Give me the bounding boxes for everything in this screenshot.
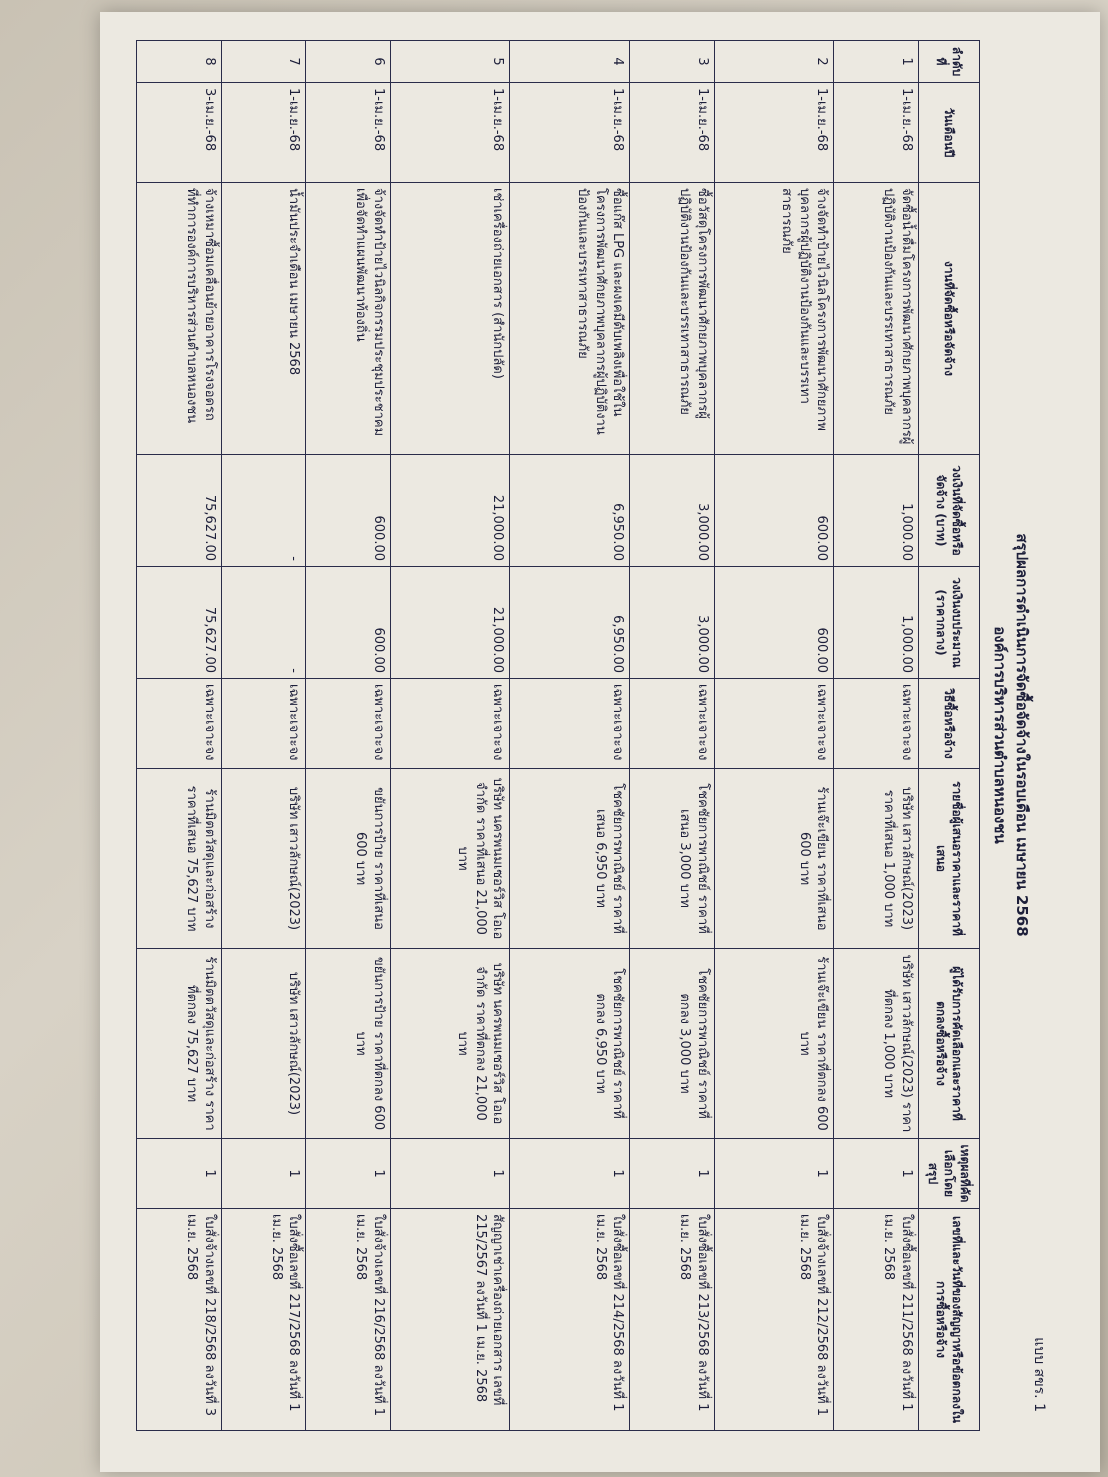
row-date: 1-เม.ย.-68 [221,83,306,183]
row-no: 6 [306,41,391,83]
row-date: 1-เม.ย.-68 [714,83,834,183]
row-work: น้ำมันประจำเดือน เมษายน 2568 [221,183,306,455]
row-contract: ใบสั่งซื้อเลขที่ 211/2568 ลงวันที่ 1 เม.ย. 2568 [834,1209,919,1431]
row-budget: 1,000.00 [834,567,919,679]
row-work: ซื้อแก๊ส LPG และผงเคมีดับเพลิงเพื่อใช้ในโครงการพัฒนาศักยภาพบุคลากรผู้ปฏิบัติงานป้องกันและบรรเทาสาธารณภัย [510,183,630,455]
row-reason: 1 [510,1139,630,1209]
header-work: งานที่จัดซื้อหรือจัดจ้าง [919,183,980,455]
row-no: 5 [390,41,510,83]
form-code: แบบ สขร. 1 [1031,1337,1047,1412]
row-budget: 600.00 [714,567,834,679]
table-body [137,41,919,1431]
table-row [510,41,630,1431]
row-work: จ้างจัดทำป้ายไวนิลกิจกรรมประชุมประชาคมเพื่อจัดทำแผนพัฒนาท้องถิ่น [306,183,391,455]
row-reason: 1 [390,1139,510,1209]
row-contract: สัญญาเช่าเครื่องถ่ายเอกสาร เลขที่ 215/2567 ลงวันที่ 1 เม.ย. 2568 [390,1209,510,1431]
table-row [137,41,222,1431]
rotated-document [122,40,1062,1430]
row-budget: 3,000.00 [630,567,715,679]
row-work: ซื้อวัสดุโครงการพัฒนาศักยภาพบุคลากรผู้ปฏิบัติงานป้องกันและบรรเทาสาธารณภัย [630,183,715,455]
header-budget: วงเงินงบประมาณ (ราคากลาง) [919,567,980,679]
row-method: เฉพาะเจาะจง [714,679,834,769]
row-budget: 600.00 [306,567,391,679]
row-work: เช่าเครื่องถ่ายเอกสาร (สำนักปลัด) [390,183,510,455]
row-reason: 1 [834,1139,919,1209]
row-reason: 1 [714,1139,834,1209]
row-amount: 3,000.00 [630,455,715,567]
row-contract: ใบสั่งซื้อเลขที่ 214/2568 ลงวันที่ 1 เม.ย. 2568 [510,1209,630,1431]
row-budget: 75,627.00 [137,567,222,679]
row-no: 2 [714,41,834,83]
row-contract: ใบสั่งซื้อเลขที่ 217/2568 ลงวันที่ 1 เม.ย. 2568 [221,1209,306,1431]
row-method: เฉพาะเจาะจง [306,679,391,769]
row-bidders: บริษัท เสาวลักษณ์(2023) [221,769,306,949]
header-reason: เหตุผลที่คัดเลือกโดยสรุป [919,1139,980,1209]
row-budget: 6,950.00 [510,567,630,679]
document-title: สรุปผลการดำเนินการจัดซื้อจัดจ้างในรอบเดือน เมษายน 2568 [1013,533,1031,937]
row-reason: 1 [306,1139,391,1209]
table-row [221,41,306,1431]
row-amount: 6,950.00 [510,455,630,567]
row-method: เฉพาะเจาะจง [510,679,630,769]
row-bidders: โชคชัยการพาณิชย์ ราคาที่เสนอ 6,950 บาท [510,769,630,949]
row-work: จัดซื้อน้ำดื่มโครงการพัฒนาศักยภาพบุคลากรผู้ปฏิบัติงานป้องกันและบรรเทาสาธารณภัย [834,183,919,455]
row-contract: ใบสั่งจ้างเลขที่ 216/2568 ลงวันที่ 1 เม.ย. 2568 [306,1209,391,1431]
row-reason: 1 [221,1139,306,1209]
row-date: 1-เม.ย.-68 [834,83,919,183]
row-amount: 1,000.00 [834,455,919,567]
document-subtitle: องค์การบริหารส่วนตำบลหนองชน [991,626,1009,844]
row-work: จ้างจัดทำป้ายไวนิลโครงการพัฒนาศักยภาพบุคลากรผู้ปฏิบัติงานป้องกันและบรรเทาสาธารณภัย [714,183,834,455]
row-winner: โชคชัยการพาณิชย์ ราคาที่ตกลง 3,000 บาท [630,949,715,1139]
row-winner: ขยันการป้าย ราคาที่ตกลง 600 บาท [306,949,391,1139]
row-winner: ร้านเจ๊ะเขียน ราคาที่ตกลง 600 บาท [714,949,834,1139]
row-no: 3 [630,41,715,83]
row-date: 1-เม.ย.-68 [510,83,630,183]
row-work: จ้างเหมาซื้อมเคลื่อนย้ายอาคารโรงจอดรถที่ทำการองค์การบริหารส่วนตำบลหนองชน [137,183,222,455]
row-amount: 600.00 [306,455,391,567]
table-row [714,41,834,1431]
row-bidders: บริษัท เสาวลักษณ์(2023) ราคาที่เสนอ 1,000 บาท [834,769,919,949]
row-date: 1-เม.ย.-68 [630,83,715,183]
header-contract: เลขที่และวันที่ของสัญญาหรือข้อตกลงในการซื้อหรือจ้าง [919,1209,980,1431]
row-date: 1-เม.ย.-68 [390,83,510,183]
row-bidders: โชคชัยการพาณิชย์ ราคาที่เสนอ 3,000 บาท [630,769,715,949]
row-bidders: บริษัท นครพนมเซอร์วิส โอเอจำกัด ราคาที่เสนอ 21,000 บาท [390,769,510,949]
row-method: เฉพาะเจาะจง [834,679,919,769]
table-row [306,41,391,1431]
row-winner: ร้านมิตตวัสดุและก่อสร้าง ราคาที่ตกลง 75,627 บาท [137,949,222,1139]
row-method: เฉพาะเจาะจง [630,679,715,769]
procurement-table [136,40,980,1431]
row-bidders: ร้านมิตตวัสดุและก่อสร้าง ราคาที่เสนอ 75,627 บาท [137,769,222,949]
row-contract: ใบสั่งซื้อเลขที่ 213/2568 ลงวันที่ 1 เม.ย. 2568 [630,1209,715,1431]
row-amount: 21,000.00 [390,455,510,567]
row-reason: 1 [630,1139,715,1209]
row-reason: 1 [137,1139,222,1209]
table-row [390,41,510,1431]
header-winner: ผู้ได้รับการคัดเลือกและราคาที่ตกลงซื้อหรือจ้าง [919,949,980,1139]
row-budget: - [221,567,306,679]
header-date: วันเดือนปี [919,83,980,183]
row-method: เฉพาะเจาะจง [390,679,510,769]
table-row [630,41,715,1431]
header-method: วิธีซื้อหรือจ้าง [919,679,980,769]
table-header-row [919,41,980,1431]
row-method: เฉพาะเจาะจง [221,679,306,769]
row-contract: ใบสั่งจ้างเลขที่ 212/2568 ลงวันที่ 1 เม.ย. 2568 [714,1209,834,1431]
row-winner: บริษัท เสาวลักษณ์(2023) ราคาที่ตกลง 1,000 บาท [834,949,919,1139]
header-amount: วงเงินที่จัดซื้อหรือจัดจ้าง (บาท) [919,455,980,567]
row-date: 1-เม.ย.-68 [306,83,391,183]
row-bidders: ขยันการป้าย ราคาที่เสนอ 600 บาท [306,769,391,949]
row-winner: บริษัท นครพนมเซอร์วิส โอเอจำกัด ราคาที่ตกลง 21,000 บาท [390,949,510,1139]
row-method: เฉพาะเจาะจง [137,679,222,769]
table-row [834,41,919,1431]
row-amount: 600.00 [714,455,834,567]
row-amount: 75,627.00 [137,455,222,567]
row-no: 7 [221,41,306,83]
row-amount: - [221,455,306,567]
row-bidders: ร้านเจ๊ะเขียน ราคาที่เสนอ 600 บาท [714,769,834,949]
row-no: 4 [510,41,630,83]
row-date: 3-เม.ย.-68 [137,83,222,183]
row-budget: 21,000.00 [390,567,510,679]
row-winner: บริษัท เสาวลักษณ์(2023) [221,949,306,1139]
header-bidders: รายชื่อผู้เสนอราคาและราคาที่เสนอ [919,769,980,949]
row-no: 1 [834,41,919,83]
row-contract: ใบสั่งจ้างเลขที่ 218/2568 ลงวันที่ 3 เม.ย. 2568 [137,1209,222,1431]
row-winner: โชคชัยการพาณิชย์ ราคาที่ตกลง 6,950 บาท [510,949,630,1139]
header-no: ลำดับที่ [919,41,980,83]
row-no: 8 [137,41,222,83]
